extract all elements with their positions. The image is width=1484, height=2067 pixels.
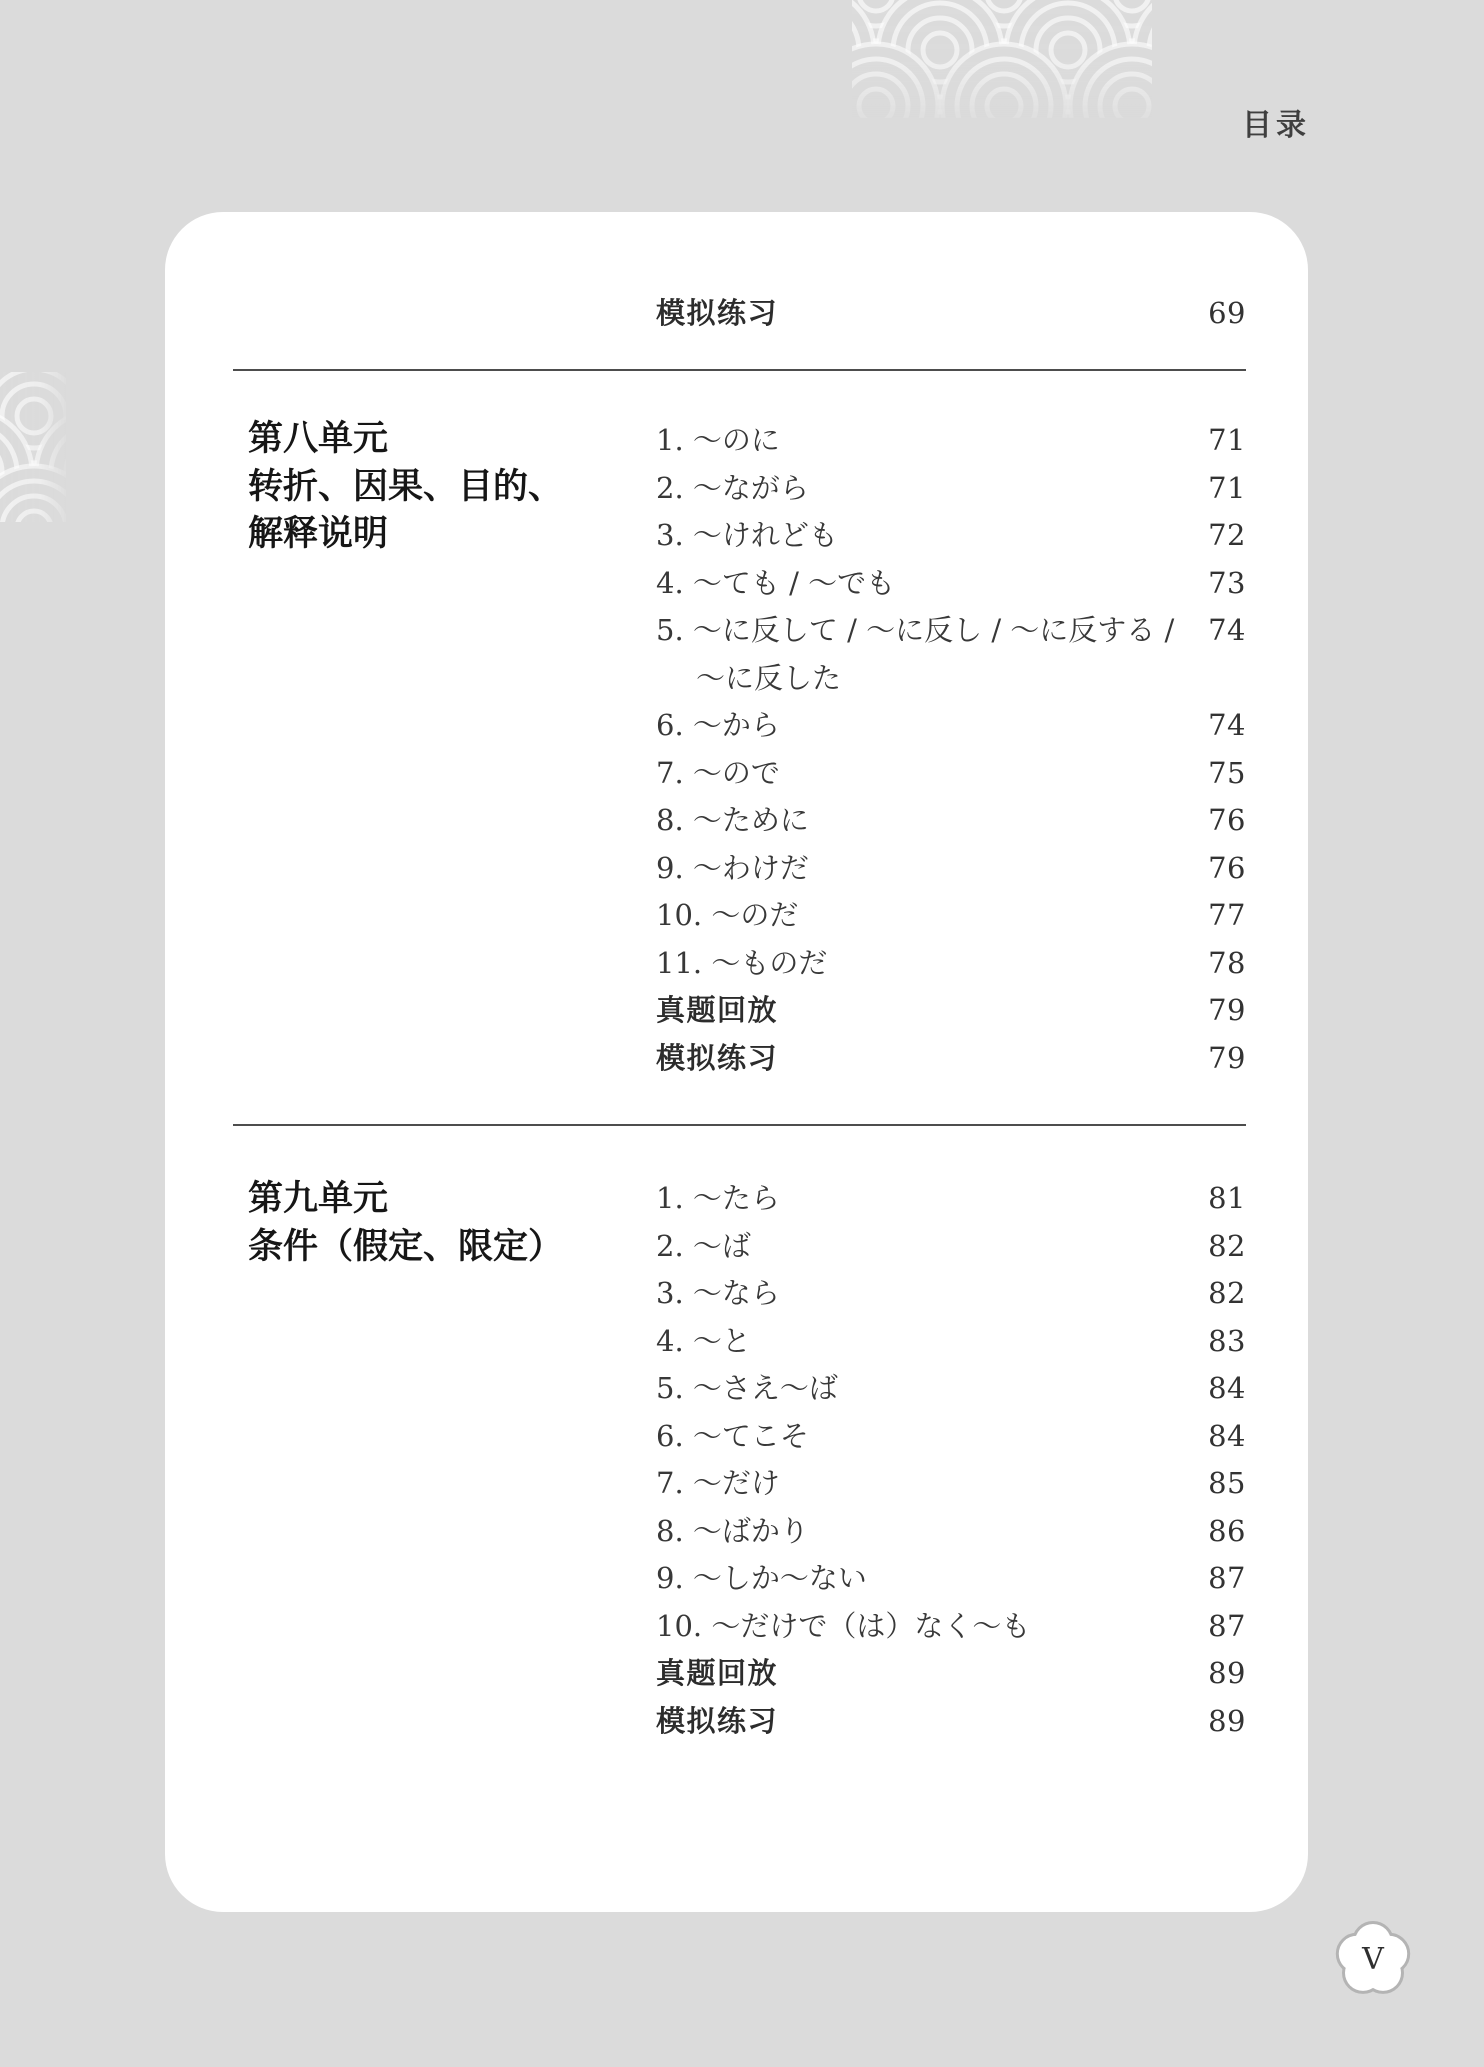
toc-entry-label: 2. ～ながら — [656, 470, 809, 505]
toc-entry-page: 71 — [1208, 470, 1246, 505]
toc-entry-label: 3. ～なら — [656, 1276, 780, 1310]
toc-entry-label: 模拟练习 — [656, 1705, 779, 1738]
toc-row — [656, 1508, 1246, 1556]
toc-entry-page: 74 — [1208, 708, 1246, 742]
unit-title-line: 转折、因果、目的、 — [248, 466, 564, 506]
toc-row — [656, 892, 1246, 940]
toc-row — [656, 512, 1246, 560]
toc-row — [656, 1650, 1246, 1698]
unit9-rows — [656, 1175, 1246, 1745]
toc-row — [656, 1603, 1246, 1651]
toc-entry-page: 74 — [1208, 613, 1246, 647]
toc-entry-label: 真题回放 — [656, 1658, 779, 1690]
toc-entry-page: 84 — [1208, 1371, 1246, 1405]
toc-row — [656, 702, 1246, 750]
toc-row — [656, 1460, 1246, 1508]
section-divider — [233, 1124, 1246, 1126]
toc-entry-page: 72 — [1208, 518, 1246, 552]
toc-row — [656, 607, 1246, 655]
page-number-marker: V — [1362, 1942, 1384, 1977]
toc-entry-page: 89 — [1208, 1703, 1246, 1738]
toc-entry-page: 71 — [1208, 423, 1246, 457]
toc-entry-page: 82 — [1208, 1228, 1246, 1263]
toc-entry-page: 78 — [1208, 945, 1246, 980]
toc-entry-label: 6. ～から — [656, 708, 780, 742]
toc-entry-page: 69 — [1208, 296, 1246, 330]
toc-entry-label: 3. ～けれども — [656, 518, 838, 552]
toc-row — [656, 1318, 1246, 1366]
unit-title-line: 第九单元 — [248, 1179, 389, 1218]
toc-entry-label: 6. ～てこそ — [656, 1418, 809, 1453]
toc-entry-label: 5. ～に反して / ～に反し / ～に反する / — [656, 613, 1175, 647]
toc-row — [656, 1035, 1246, 1083]
page-title: 目录 — [1242, 109, 1310, 142]
toc-entry-label: 真题回放 — [656, 995, 779, 1027]
toc-row — [656, 797, 1246, 845]
toc-entry-page: 79 — [1208, 1040, 1246, 1075]
toc-row — [656, 560, 1246, 608]
toc-row — [656, 845, 1246, 893]
toc-row — [656, 987, 1246, 1035]
toc-entry-page: 76 — [1208, 803, 1246, 837]
toc-entry-label: 7. ～ので — [656, 755, 780, 790]
toc-entry-label: 1. ～のに — [656, 423, 780, 457]
toc-row — [656, 290, 1246, 338]
toc-entry-page: 82 — [1208, 1276, 1246, 1310]
toc-entry-label: 10. ～だけで（は）なく～も — [656, 1608, 1031, 1643]
toc-row — [656, 940, 1246, 988]
toc-entry-label: 11. ～ものだ — [656, 945, 828, 980]
seigaiha-wave-icon — [852, 0, 1152, 118]
unit8-title — [248, 415, 658, 558]
toc-entry-page: 85 — [1208, 1466, 1246, 1500]
seigaiha-wave-icon — [0, 372, 66, 522]
toc-row — [656, 1698, 1246, 1746]
toc-entry-label: 1. ～たら — [656, 1181, 780, 1215]
toc-entry-page: 79 — [1208, 993, 1246, 1027]
toc-entry-label: 4. ～と — [656, 1323, 751, 1358]
toc-entry-page: 75 — [1208, 755, 1246, 790]
toc-entry-label: ～に反した — [696, 660, 842, 695]
toc-entry-label: 9. ～しか～ない — [656, 1561, 867, 1595]
toc-entry-label: 8. ～ばかり — [656, 1513, 809, 1548]
section-divider — [233, 369, 1246, 371]
toc-entry-page: 86 — [1208, 1513, 1246, 1548]
unit-title-line: 解释说明 — [248, 514, 389, 553]
unit-title-line: 第八单元 — [248, 419, 389, 458]
toc-entry-label: 7. ～だけ — [656, 1466, 780, 1500]
toc-entry-label: 模拟练习 — [656, 298, 779, 330]
flower-page-marker-icon — [1330, 1916, 1416, 2002]
toc-entry-page: 83 — [1208, 1323, 1246, 1358]
toc-entry-label: 8. ～ために — [656, 803, 809, 837]
toc-entry-page: 87 — [1208, 1561, 1246, 1595]
toc-entry-page: 81 — [1208, 1181, 1246, 1215]
toc-entry-label: 模拟练习 — [656, 1042, 779, 1075]
toc-entry-page: 87 — [1208, 1608, 1246, 1643]
toc-row — [656, 1270, 1246, 1318]
toc-entry-page: 89 — [1208, 1656, 1246, 1690]
unit8-rows — [656, 417, 1246, 1082]
toc-row-continuation — [656, 655, 1246, 703]
toc-row — [656, 1223, 1246, 1271]
toc-entry-page: 73 — [1208, 565, 1246, 600]
unit9-title — [248, 1175, 658, 1270]
toc-row — [656, 1413, 1246, 1461]
toc-intro-rows — [656, 290, 1246, 338]
unit-title-line: 条件（假定、限定） — [248, 1226, 564, 1266]
toc-row — [656, 1175, 1246, 1223]
toc-card — [165, 212, 1308, 1912]
toc-entry-page: 76 — [1208, 850, 1246, 885]
toc-entry-label: 4. ～ても / ～でも — [656, 565, 896, 600]
toc-entry-label: 5. ～さえ～ば — [656, 1371, 838, 1405]
toc-row — [656, 465, 1246, 513]
toc-row — [656, 1555, 1246, 1603]
toc-entry-page: 77 — [1208, 898, 1246, 932]
toc-row — [656, 417, 1246, 465]
toc-row — [656, 1365, 1246, 1413]
toc-entry-label: 9. ～わけだ — [656, 850, 809, 885]
toc-entry-label: 2. ～ば — [656, 1228, 751, 1263]
toc-entry-page: 84 — [1208, 1418, 1246, 1453]
toc-entry-label: 10. ～のだ — [656, 898, 799, 932]
toc-row — [656, 750, 1246, 798]
